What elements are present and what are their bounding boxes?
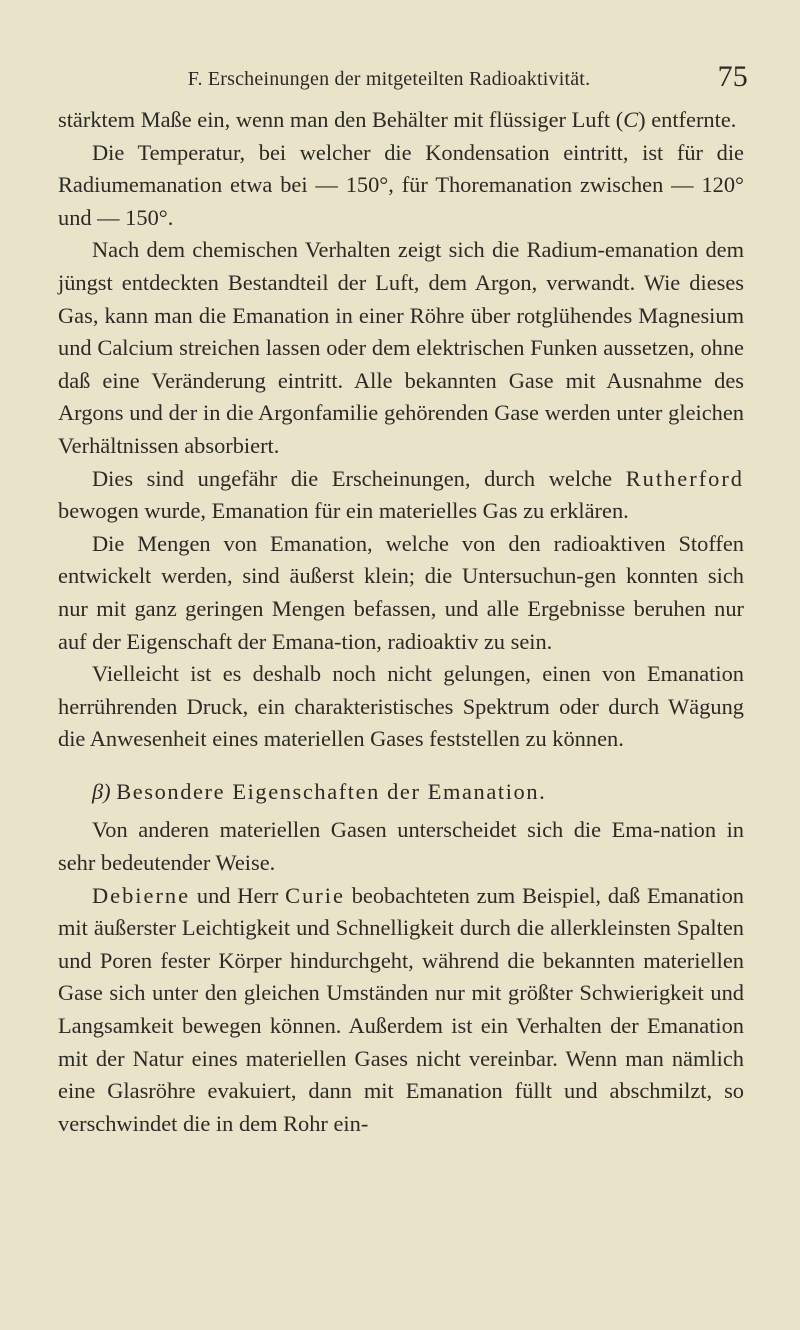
section-marker: β): [92, 778, 111, 804]
person-name: Curie: [285, 882, 345, 908]
person-name: Rutherford: [625, 465, 744, 491]
paragraph-6: Vielleicht ist es deshalb noch nicht gelungen, einen von Emanation herrührenden Druck, ein charakteristisches Spektrum oder durch Wägung die Anwesenheit eines materiellen Gases feststellen zu können.: [58, 661, 744, 752]
person-name: Debierne: [92, 882, 191, 908]
page-number: 75: [717, 60, 748, 93]
section-heading: [58, 776, 744, 809]
paragraph-2: Die Temperatur, bei welcher die Kondensation eintritt, ist für die Radiumemanation etwa bei — 150°, für Thoremanation zwischen — 120° und — 150°.: [58, 139, 744, 230]
paragraph-1: stärktem Maße ein, wenn man den Behälter mit flüssiger Luft (C) entfernte.: [58, 107, 737, 132]
paragraph-7: Von anderen materiellen Gasen unterscheidet sich die Ema-nation in sehr bedeutender Weise.: [58, 817, 744, 876]
paragraph-4: Dies sind ungefähr die Erscheinungen, durch welche Rutherford bewogen wurde, Emanation für ein materielles Gas zu erklären.: [58, 465, 744, 524]
paragraph-8: Debierne und Herr Curie beobachteten zum Beispiel, daß Emanation mit äußerster Leichtigkeit und Schnelligkeit durch die allerkleinsten Spalten und Poren fester Körper hindurchgeht, während die bekannten materiellen Gase sich unter den gleichen Umständen nur mit größter Schwierigkeit und Langsamkeit bewegen können. Außerdem ist ein Verhalten der Emanation mit der Natur eines materiellen Gases nicht vereinbar. Wenn man nämlich eine Glasröhre evakuiert, dann mit Emanation füllt und abschmilzt, so verschwindet die in dem Rohr ein-: [58, 882, 745, 1136]
running-title: F. Erscheinungen der mitgeteilten Radioaktivität.: [187, 68, 591, 90]
page-header: [58, 60, 748, 104]
section-title: Besondere Eigenschaften der Emanation.: [116, 778, 547, 804]
paragraph-3: Nach dem chemischen Verhalten zeigt sich die Radium-emanation dem jüngst entdeckten Bestandteil der Luft, dem Argon, verwandt. Wie dieses Gas, kann man die Emanation in einer Röhre über rotglühendes Magnesium und Calcium streichen lassen oder dem elektrischen Funken aussetzen, ohne daß eine Veränderung eintritt. Alle bekannten Gase mit Ausnahme des Argons und der in die Argonfamilie gehörenden Gase werden unter gleichen Verhältnissen absorbiert.: [58, 237, 744, 458]
paragraph-5: Die Mengen von Emanation, welche von den radioaktiven Stoffen entwickelt werden, sind äußerst klein; die Untersuchun-gen konnten sich nur mit ganz geringen Mengen befassen, und alle Ergebnisse beruhen nur auf der Eigenschaft der Emana-tion, radioaktiv zu sein.: [58, 530, 744, 654]
apparatus-letter: C: [623, 107, 639, 132]
